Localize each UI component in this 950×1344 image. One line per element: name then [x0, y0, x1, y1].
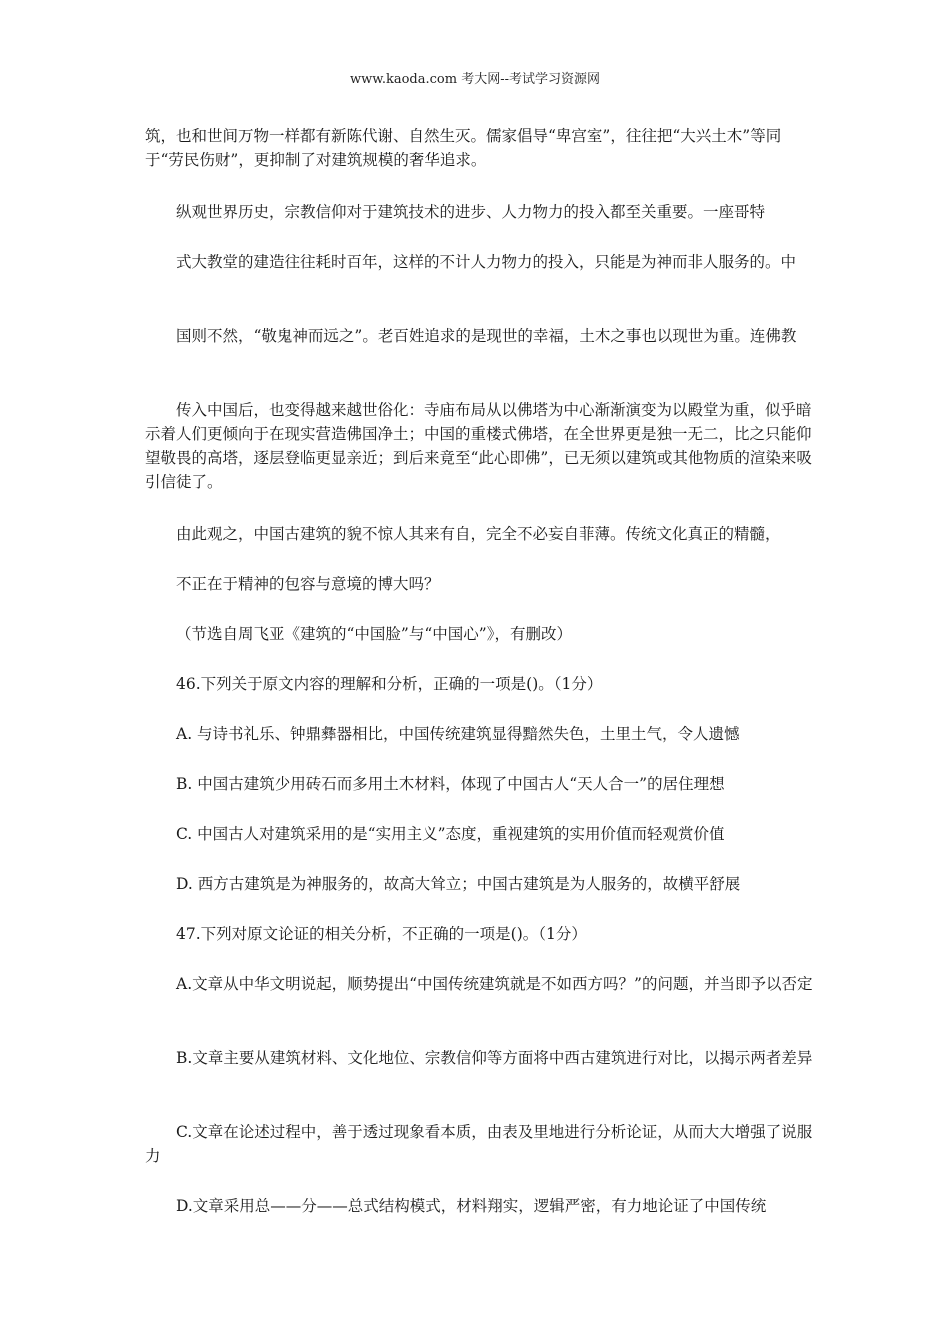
question-46-option-d: D. 西方古建筑是为神服务的，故高大耸立；中国古建筑是为人服务的，故横平舒展 — [176, 875, 741, 893]
question-47-option-a: A.文章从中华文明说起，顺势提出“中国传统建筑就是不如西方吗？”的问题，并当即予以否定 — [176, 975, 813, 993]
question-47-option-c: C.文章在论述过程中，善于透过现象看本质，由表及里地进行分析论证，从而大大增强了说服力 — [145, 1123, 813, 1165]
paragraph-5: 传入中国后，也变得越来越世俗化：寺庙布局从以佛塔为中心渐渐演变为以殿堂为重，似乎暗示着人们更倾向于在现实营造佛国净土；中国的重楼式佛塔，在全世界更是独一无二，比之只能仰望敬畏的高塔，逐层登临更显亲近；到后来竟至“此心即佛”，已无须以建筑或其他物质的渲染来吸引信徒了。 — [145, 401, 812, 491]
paragraph-7: 不正在于精神的包容与意境的博大吗？ — [176, 575, 440, 593]
question-46-option-a: A. 与诗书礼乐、钟鼎彝器相比，中国传统建筑显得黯然失色，土里土气，令人遗憾 — [176, 725, 740, 743]
paragraph-2: 纵观世界历史，宗教信仰对于建筑技术的进步、人力物力的投入都至关重要。一座哥特 — [176, 203, 766, 221]
paragraph-1: 筑，也和世间万物一样都有新陈代谢、自然生灭。儒家倡导“卑宫室”，往往把“大兴土木”等同于“劳民伤财”，更抑制了对建筑规模的奢华追求。 — [145, 127, 782, 169]
question-47-option-b: B.文章主要从建筑材料、文化地位、宗教信仰等方面将中西古建筑进行对比，以揭示两者差异 — [176, 1049, 813, 1067]
question-46-option-b: B. 中国古建筑少用砖石而多用土木材料，体现了中国古人“天人合一”的居住理想 — [176, 775, 725, 793]
question-46-option-c: C. 中国古人对建筑采用的是“实用主义”态度，重视建筑的实用价值而轻观赏价值 — [176, 825, 725, 843]
source-citation: （节选自周飞亚《建筑的“中国脸”与“中国心”》，有删改） — [176, 625, 572, 643]
paragraph-4: 国则不然，“敬鬼神而远之”。老百姓追求的是现世的幸福，土木之事也以现世为重。连佛教 — [176, 327, 797, 345]
paragraph-3: 式大教堂的建造往往耗时百年，这样的不计人力物力的投入，只能是为神而非人服务的。中 — [176, 253, 797, 271]
question-47-option-d: D.文章采用总——分——总式结构模式，材料翔实，逻辑严密，有力地论证了中国传统 — [176, 1197, 767, 1215]
site-header: www.kaoda.com 考大网--考试学习资源网 — [350, 72, 600, 87]
question-46-stem: 46.下列关于原文内容的理解和分析，正确的一项是()。（1分） — [176, 675, 603, 693]
question-47-stem: 47.下列对原文论证的相关分析，不正确的一项是()。（1分） — [176, 925, 587, 943]
paragraph-6: 由此观之，中国古建筑的貌不惊人其来有自，完全不必妄自菲薄。传统文化真正的精髓， — [176, 525, 781, 543]
